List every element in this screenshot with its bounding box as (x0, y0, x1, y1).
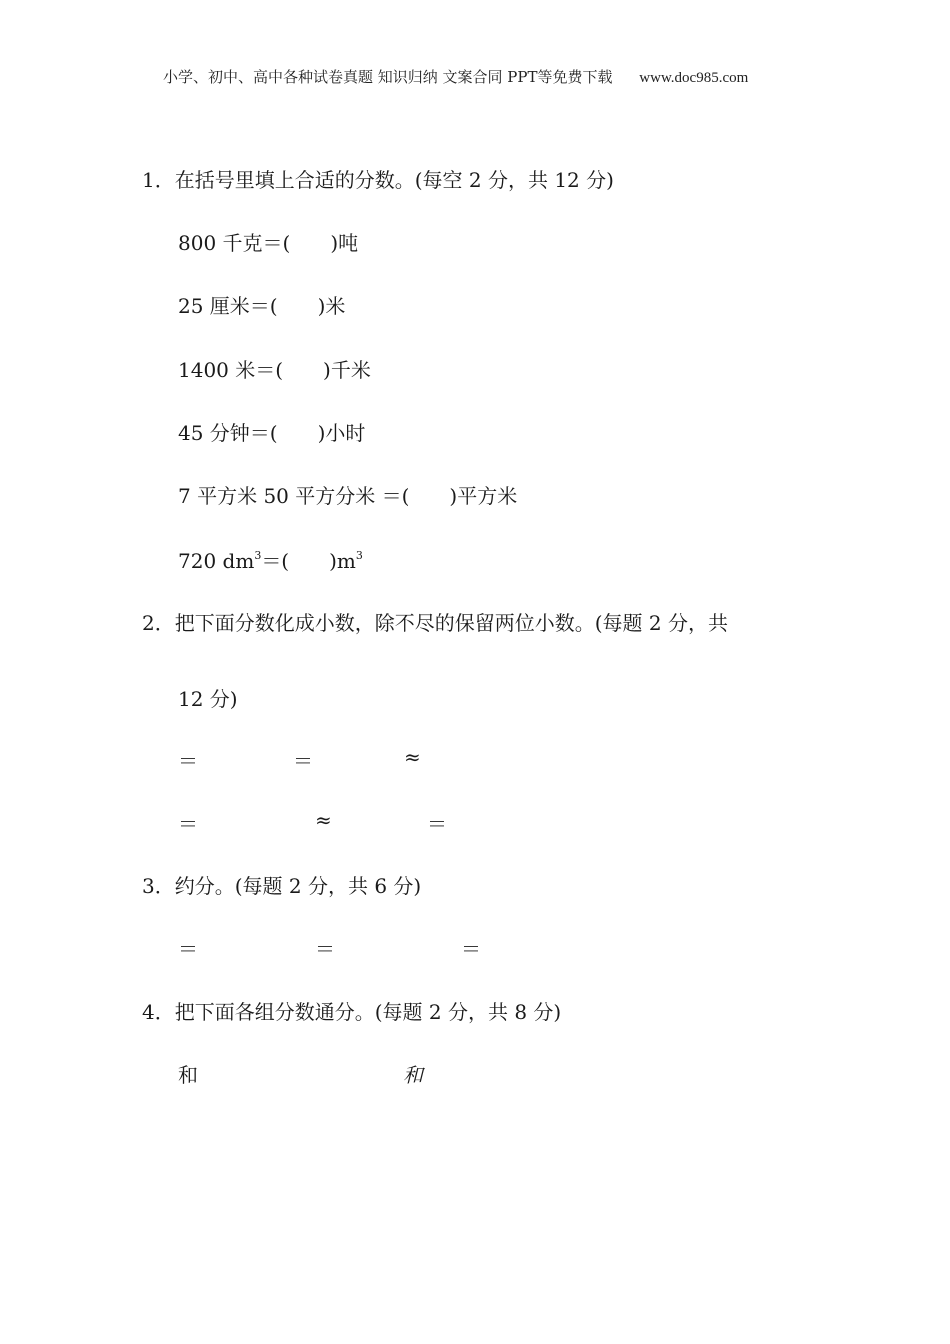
question-3-title: 3．约分。(每题 2 分，共 6 分) (142, 874, 422, 898)
q1-item-3: 1400 米＝( )千米 (178, 358, 371, 382)
q4-left-and: 和 (178, 1063, 198, 1087)
q1-item-6-part-b: ＝( )m (261, 549, 356, 573)
header-site: www.doc985.com (639, 70, 749, 86)
q2-row1-symbol-3: ≈ (404, 745, 421, 769)
q1-item-2: 25 厘米＝( )米 (178, 294, 346, 318)
q4-right-and: 和 (403, 1063, 423, 1087)
q3-symbol-3: ＝ (461, 937, 481, 961)
q1-item-6-sup-1: 3 (254, 549, 262, 562)
q1-item-1: 800 千克＝( )吨 (178, 231, 359, 255)
q2-row1-symbol-2: ＝ (293, 749, 313, 773)
q1-item-6-part-a: 720 dm (178, 549, 255, 573)
q2-row2-symbol-2: ≈ (315, 808, 332, 832)
q2-row2-symbol-1: ＝ (178, 812, 198, 836)
q2-row1-symbol-1: ＝ (178, 749, 198, 773)
header-text: 小学、初中、高中各种试卷真题 知识归纳 文案合同 PPT等免费下载 (163, 68, 613, 86)
page-header (163, 66, 748, 87)
question-2-title-line-1: 2．把下面分数化成小数，除不尽的保留两位小数。(每题 2 分，共 (142, 611, 728, 635)
question-1-title: 1．在括号里填上合适的分数。(每空 2 分，共 12 分) (142, 168, 614, 192)
q1-item-4: 45 分钟＝( )小时 (178, 421, 366, 445)
q2-row2-symbol-3: ＝ (427, 812, 447, 836)
question-4-title: 4．把下面各组分数通分。(每题 2 分，共 8 分) (142, 1000, 562, 1024)
q1-item-6 (178, 545, 363, 574)
q1-item-5: 7 平方米 50 平方分米 ＝( )平方米 (178, 484, 518, 508)
q3-symbol-1: ＝ (178, 937, 198, 961)
q3-symbol-2: ＝ (315, 937, 335, 961)
q1-item-6-sup-2: 3 (355, 549, 363, 562)
question-2-title-line-2: 12 分) (178, 687, 238, 711)
